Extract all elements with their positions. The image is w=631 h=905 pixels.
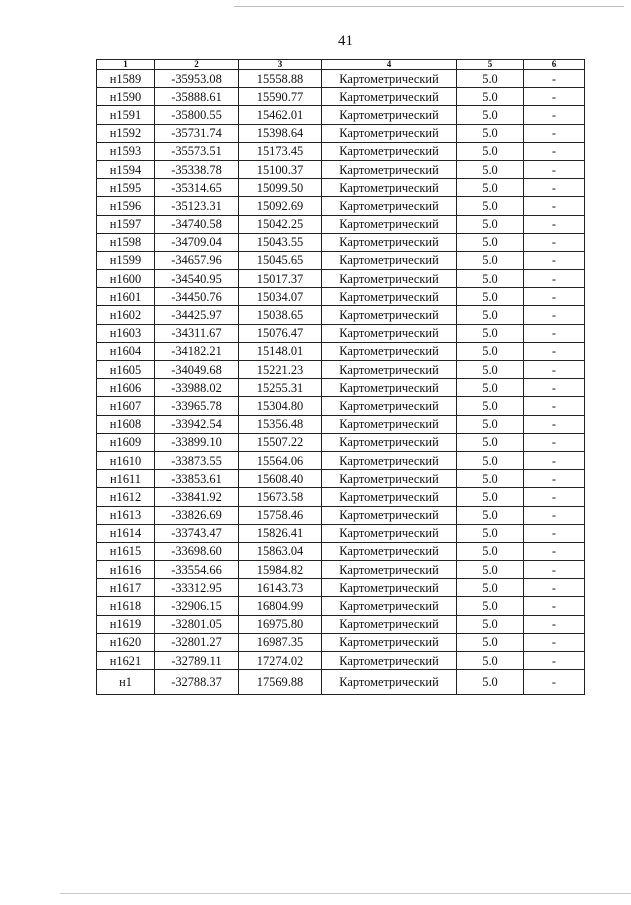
accuracy-cell: 5.0 (457, 670, 524, 695)
point-id-cell: н1603 (97, 324, 155, 342)
method-cell: Картометрический (322, 324, 457, 342)
x-coordinate-cell: -33988.02 (155, 379, 239, 397)
x-coordinate-cell: -34182.21 (155, 342, 239, 360)
note-cell: - (524, 197, 585, 215)
accuracy-cell: 5.0 (457, 451, 524, 469)
note-cell: - (524, 542, 585, 560)
method-cell: Картометрический (322, 342, 457, 360)
point-id-cell: н1598 (97, 233, 155, 251)
x-coordinate-cell: -35573.51 (155, 142, 239, 160)
method-cell: Картометрический (322, 579, 457, 597)
y-coordinate-cell: 15045.65 (239, 251, 322, 269)
note-cell: - (524, 251, 585, 269)
note-cell: - (524, 524, 585, 542)
table-row (97, 633, 585, 651)
bottom-scan-rule (60, 893, 631, 894)
point-id-cell: н1613 (97, 506, 155, 524)
note-cell: - (524, 142, 585, 160)
method-cell: Картометрический (322, 542, 457, 560)
x-coordinate-cell: -34540.95 (155, 270, 239, 288)
x-coordinate-cell: -33853.61 (155, 470, 239, 488)
note-cell: - (524, 361, 585, 379)
note-cell: - (524, 342, 585, 360)
point-id-cell: н1597 (97, 215, 155, 233)
y-coordinate-cell: 15255.31 (239, 379, 322, 397)
table-row (97, 124, 585, 142)
accuracy-cell: 5.0 (457, 361, 524, 379)
y-coordinate-cell: 15398.64 (239, 124, 322, 142)
method-cell: Картометрический (322, 451, 457, 469)
x-coordinate-cell: -33899.10 (155, 433, 239, 451)
table-row (97, 288, 585, 306)
table-row (97, 179, 585, 197)
table-row (97, 233, 585, 251)
x-coordinate-cell: -33698.60 (155, 542, 239, 560)
point-id-cell: н1615 (97, 542, 155, 560)
method-cell: Картометрический (322, 288, 457, 306)
note-cell: - (524, 124, 585, 142)
method-cell: Картометрический (322, 106, 457, 124)
y-coordinate-cell: 16143.73 (239, 579, 322, 597)
column-header-3: 3 (239, 60, 322, 70)
table-row (97, 251, 585, 269)
x-coordinate-cell: -33841.92 (155, 488, 239, 506)
point-id-cell: н1592 (97, 124, 155, 142)
method-cell: Картометрический (322, 124, 457, 142)
x-coordinate-cell: -33873.55 (155, 451, 239, 469)
note-cell: - (524, 288, 585, 306)
y-coordinate-cell: 17569.88 (239, 670, 322, 695)
note-cell: - (524, 324, 585, 342)
point-id-cell: н1612 (97, 488, 155, 506)
method-cell: Картометрический (322, 561, 457, 579)
y-coordinate-cell: 16987.35 (239, 633, 322, 651)
x-coordinate-cell: -33826.69 (155, 506, 239, 524)
column-header-1: 1 (97, 60, 155, 70)
note-cell: - (524, 270, 585, 288)
y-coordinate-cell: 15092.69 (239, 197, 322, 215)
accuracy-cell: 5.0 (457, 142, 524, 160)
y-coordinate-cell: 15043.55 (239, 233, 322, 251)
x-coordinate-cell: -33743.47 (155, 524, 239, 542)
x-coordinate-cell: -33312.95 (155, 579, 239, 597)
table-row (97, 270, 585, 288)
point-id-cell: н1607 (97, 397, 155, 415)
note-cell: - (524, 652, 585, 670)
note-cell: - (524, 106, 585, 124)
point-id-cell: н1 (97, 670, 155, 695)
table-row (97, 397, 585, 415)
accuracy-cell: 5.0 (457, 251, 524, 269)
point-id-cell: н1608 (97, 415, 155, 433)
table-row (97, 106, 585, 124)
x-coordinate-cell: -32801.05 (155, 615, 239, 633)
note-cell: - (524, 615, 585, 633)
table-row (97, 197, 585, 215)
y-coordinate-cell: 15863.04 (239, 542, 322, 560)
note-cell: - (524, 397, 585, 415)
method-cell: Картометрический (322, 160, 457, 178)
table-row (97, 379, 585, 397)
method-cell: Картометрический (322, 88, 457, 106)
accuracy-cell: 5.0 (457, 379, 524, 397)
point-id-cell: н1620 (97, 633, 155, 651)
x-coordinate-cell: -34049.68 (155, 361, 239, 379)
table-row (97, 542, 585, 560)
point-id-cell: н1618 (97, 597, 155, 615)
table-row (97, 451, 585, 469)
point-id-cell: н1610 (97, 451, 155, 469)
method-cell: Картометрический (322, 142, 457, 160)
point-id-cell: н1596 (97, 197, 155, 215)
method-cell: Картометрический (322, 179, 457, 197)
x-coordinate-cell: -32906.15 (155, 597, 239, 615)
table-row (97, 415, 585, 433)
method-cell: Картометрический (322, 233, 457, 251)
top-scan-rule (234, 6, 624, 7)
accuracy-cell: 5.0 (457, 524, 524, 542)
point-id-cell: н1616 (97, 561, 155, 579)
note-cell: - (524, 70, 585, 88)
table-row (97, 433, 585, 451)
method-cell: Картометрический (322, 197, 457, 215)
y-coordinate-cell: 15042.25 (239, 215, 322, 233)
x-coordinate-cell: -35800.55 (155, 106, 239, 124)
point-id-cell: н1595 (97, 179, 155, 197)
x-coordinate-cell: -32789.11 (155, 652, 239, 670)
column-header-2: 2 (155, 60, 239, 70)
table-row (97, 561, 585, 579)
column-header-6: 6 (524, 60, 585, 70)
x-coordinate-cell: -34450.76 (155, 288, 239, 306)
method-cell: Картометрический (322, 433, 457, 451)
x-coordinate-cell: -33942.54 (155, 415, 239, 433)
accuracy-cell: 5.0 (457, 415, 524, 433)
x-coordinate-cell: -35953.08 (155, 70, 239, 88)
x-coordinate-cell: -35338.78 (155, 160, 239, 178)
point-id-cell: н1589 (97, 70, 155, 88)
table-row (97, 306, 585, 324)
point-id-cell: н1599 (97, 251, 155, 269)
x-coordinate-cell: -35314.65 (155, 179, 239, 197)
y-coordinate-cell: 15034.07 (239, 288, 322, 306)
note-cell: - (524, 433, 585, 451)
note-cell: - (524, 579, 585, 597)
note-cell: - (524, 215, 585, 233)
accuracy-cell: 5.0 (457, 488, 524, 506)
accuracy-cell: 5.0 (457, 615, 524, 633)
method-cell: Картометрический (322, 488, 457, 506)
accuracy-cell: 5.0 (457, 506, 524, 524)
accuracy-cell: 5.0 (457, 179, 524, 197)
accuracy-cell: 5.0 (457, 324, 524, 342)
y-coordinate-cell: 15826.41 (239, 524, 322, 542)
table-row (97, 160, 585, 178)
accuracy-cell: 5.0 (457, 288, 524, 306)
point-id-cell: н1604 (97, 342, 155, 360)
accuracy-cell: 5.0 (457, 160, 524, 178)
table-row (97, 506, 585, 524)
note-cell: - (524, 88, 585, 106)
y-coordinate-cell: 17274.02 (239, 652, 322, 670)
y-coordinate-cell: 15099.50 (239, 179, 322, 197)
method-cell: Картометрический (322, 379, 457, 397)
y-coordinate-cell: 15148.01 (239, 342, 322, 360)
x-coordinate-cell: -34311.67 (155, 324, 239, 342)
point-id-cell: н1590 (97, 88, 155, 106)
method-cell: Картометрический (322, 361, 457, 379)
accuracy-cell: 5.0 (457, 124, 524, 142)
y-coordinate-cell: 15304.80 (239, 397, 322, 415)
point-id-cell: н1605 (97, 361, 155, 379)
column-header-5: 5 (457, 60, 524, 70)
point-id-cell: н1621 (97, 652, 155, 670)
note-cell: - (524, 670, 585, 695)
x-coordinate-cell: -34740.58 (155, 215, 239, 233)
method-cell: Картометрический (322, 215, 457, 233)
note-cell: - (524, 506, 585, 524)
accuracy-cell: 5.0 (457, 70, 524, 88)
y-coordinate-cell: 15590.77 (239, 88, 322, 106)
accuracy-cell: 5.0 (457, 342, 524, 360)
method-cell: Картометрический (322, 670, 457, 695)
table-row (97, 488, 585, 506)
point-id-cell: н1602 (97, 306, 155, 324)
y-coordinate-cell: 15221.23 (239, 361, 322, 379)
y-coordinate-cell: 16975.80 (239, 615, 322, 633)
note-cell: - (524, 470, 585, 488)
accuracy-cell: 5.0 (457, 470, 524, 488)
y-coordinate-cell: 15608.40 (239, 470, 322, 488)
accuracy-cell: 5.0 (457, 88, 524, 106)
table-row (97, 670, 585, 695)
table-row (97, 524, 585, 542)
y-coordinate-cell: 15462.01 (239, 106, 322, 124)
page-number: 41 (338, 33, 353, 49)
table-row (97, 342, 585, 360)
table-row (97, 579, 585, 597)
table-row (97, 652, 585, 670)
x-coordinate-cell: -34425.97 (155, 306, 239, 324)
method-cell: Картометрический (322, 633, 457, 651)
table-row (97, 597, 585, 615)
method-cell: Картометрический (322, 251, 457, 269)
column-header-4: 4 (322, 60, 457, 70)
y-coordinate-cell: 15100.37 (239, 160, 322, 178)
x-coordinate-cell: -35888.61 (155, 88, 239, 106)
y-coordinate-cell: 15758.46 (239, 506, 322, 524)
y-coordinate-cell: 16804.99 (239, 597, 322, 615)
note-cell: - (524, 451, 585, 469)
accuracy-cell: 5.0 (457, 561, 524, 579)
method-cell: Картометрический (322, 524, 457, 542)
table-row (97, 470, 585, 488)
point-id-cell: н1614 (97, 524, 155, 542)
accuracy-cell: 5.0 (457, 542, 524, 560)
x-coordinate-cell: -35123.31 (155, 197, 239, 215)
table-row (97, 324, 585, 342)
note-cell: - (524, 179, 585, 197)
method-cell: Картометрический (322, 597, 457, 615)
x-coordinate-cell: -34709.04 (155, 233, 239, 251)
method-cell: Картометрический (322, 615, 457, 633)
y-coordinate-cell: 15984.82 (239, 561, 322, 579)
y-coordinate-cell: 15564.06 (239, 451, 322, 469)
x-coordinate-cell: -32801.27 (155, 633, 239, 651)
note-cell: - (524, 233, 585, 251)
point-id-cell: н1611 (97, 470, 155, 488)
accuracy-cell: 5.0 (457, 215, 524, 233)
coordinates-table (96, 59, 585, 695)
table-row (97, 215, 585, 233)
x-coordinate-cell: -33554.66 (155, 561, 239, 579)
table-row (97, 361, 585, 379)
y-coordinate-cell: 15356.48 (239, 415, 322, 433)
note-cell: - (524, 415, 585, 433)
note-cell: - (524, 597, 585, 615)
method-cell: Картометрический (322, 270, 457, 288)
y-coordinate-cell: 15038.65 (239, 306, 322, 324)
point-id-cell: н1594 (97, 160, 155, 178)
y-coordinate-cell: 15076.47 (239, 324, 322, 342)
accuracy-cell: 5.0 (457, 597, 524, 615)
table-body (97, 70, 585, 695)
accuracy-cell: 5.0 (457, 306, 524, 324)
point-id-cell: н1606 (97, 379, 155, 397)
table-header-row (97, 60, 585, 70)
point-id-cell: н1600 (97, 270, 155, 288)
x-coordinate-cell: -33965.78 (155, 397, 239, 415)
table-row (97, 142, 585, 160)
method-cell: Картометрический (322, 506, 457, 524)
method-cell: Картометрический (322, 652, 457, 670)
point-id-cell: н1593 (97, 142, 155, 160)
accuracy-cell: 5.0 (457, 397, 524, 415)
y-coordinate-cell: 15558.88 (239, 70, 322, 88)
accuracy-cell: 5.0 (457, 106, 524, 124)
table-row (97, 70, 585, 88)
accuracy-cell: 5.0 (457, 633, 524, 651)
x-coordinate-cell: -32788.37 (155, 670, 239, 695)
accuracy-cell: 5.0 (457, 270, 524, 288)
point-id-cell: н1619 (97, 615, 155, 633)
method-cell: Картометрический (322, 397, 457, 415)
note-cell: - (524, 306, 585, 324)
point-id-cell: н1609 (97, 433, 155, 451)
point-id-cell: н1591 (97, 106, 155, 124)
method-cell: Картометрический (322, 70, 457, 88)
accuracy-cell: 5.0 (457, 233, 524, 251)
note-cell: - (524, 379, 585, 397)
y-coordinate-cell: 15017.37 (239, 270, 322, 288)
x-coordinate-cell: -35731.74 (155, 124, 239, 142)
method-cell: Картометрический (322, 415, 457, 433)
accuracy-cell: 5.0 (457, 433, 524, 451)
method-cell: Картометрический (322, 470, 457, 488)
accuracy-cell: 5.0 (457, 652, 524, 670)
note-cell: - (524, 160, 585, 178)
note-cell: - (524, 633, 585, 651)
y-coordinate-cell: 15673.58 (239, 488, 322, 506)
note-cell: - (524, 488, 585, 506)
point-id-cell: н1601 (97, 288, 155, 306)
y-coordinate-cell: 15507.22 (239, 433, 322, 451)
accuracy-cell: 5.0 (457, 579, 524, 597)
accuracy-cell: 5.0 (457, 197, 524, 215)
method-cell: Картометрический (322, 306, 457, 324)
note-cell: - (524, 561, 585, 579)
x-coordinate-cell: -34657.96 (155, 251, 239, 269)
point-id-cell: н1617 (97, 579, 155, 597)
table-row (97, 615, 585, 633)
y-coordinate-cell: 15173.45 (239, 142, 322, 160)
table-row (97, 88, 585, 106)
